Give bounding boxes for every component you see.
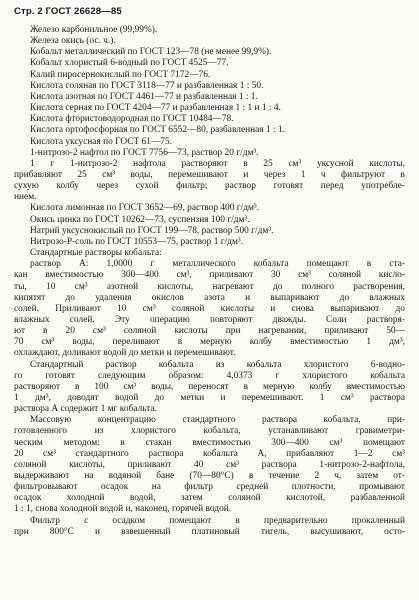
text-line: Массовую концентрацию стандартного раствора кобальта, при- bbox=[30, 415, 405, 426]
page-header: Стр. 2 ГОСТ 26628—85 bbox=[14, 6, 122, 17]
text-line: 70 см³ воды, переливают в мерную колбу вместимостью 1 дм³, bbox=[14, 337, 405, 348]
document-body bbox=[14, 25, 405, 538]
text-line: 1 дм³, доводят водой до метки и перемешивают. 1 см³ раствора bbox=[14, 392, 405, 403]
text-line: Кобальт металлический по ГОСТ 123—78 (не менее 99,9%). bbox=[30, 47, 272, 58]
text-line: 1-нитрозо-2 нафтол по ГОСТ 7756—73, раствор 20 г/дм³. bbox=[30, 147, 259, 158]
text-line: Стандартные растворы кобальта: bbox=[30, 248, 162, 259]
text-line: фильтровывают осадок на фильтр средней плотности, промывают bbox=[14, 482, 405, 493]
text-line: Кислота соляная по ГОСТ 3118—77 и разбавленная 1 : 50. bbox=[30, 80, 264, 91]
text-line: Натрий уксуснокислый по ГОСТ 199—78, раствор 500 г/дм³. bbox=[30, 225, 274, 236]
text-line: Стандартный раствор кобальта из кобальта хлористого 6-водно- bbox=[30, 359, 405, 370]
text-line: Кислота ортофосфорная по ГОСТ 6552—80, разбавленная 1 : 1. bbox=[30, 125, 285, 136]
text-line: Фильтр с осадком помещают в предварительно прокаленный bbox=[30, 515, 405, 526]
text-line: ческим методом: в стакан вместимостью 300—400 см³ помещают bbox=[14, 437, 405, 448]
text-line: Нитрозо-Р-соль по ГОСТ 10553—75, раствор 1 г/дм³. bbox=[30, 236, 244, 247]
text-line: Кислота фтористоводородная по ГОСТ 10484—78. bbox=[30, 114, 234, 125]
text-line: 1 : 1, снова холодной водой и, наконец, горячей водой. bbox=[14, 504, 232, 515]
text-line: солей. Приливают 10 см³ соляной кислоты и снова выпаривают до bbox=[14, 303, 405, 314]
text-line: 20 см³ стандартного раствора кобальта А, прибавляют 1—2 см³ bbox=[14, 448, 405, 459]
text-line: выдерживают на водяной бане (70—80°С) в течение 2 ч, затем от- bbox=[14, 470, 405, 481]
text-line: го готовят следующим образом: 4,0373 г хлористого кобальта bbox=[14, 370, 405, 381]
text-line: Железа окись (ос. ч.). bbox=[30, 36, 116, 47]
text-line: ты, 10 см³ азотной кислоты, нагревают до полного растворения, bbox=[14, 281, 405, 292]
text-line: Кобальт хлористый 6-водный по ГОСТ 4525—77. bbox=[30, 58, 229, 69]
text-line: Калий пиросернокислый по ГОСТ 7172—76. bbox=[30, 69, 211, 80]
text-line: 1 г 1-нитрозо-2 нафтола растворяют в 25 см³ уксусной кислоты, bbox=[30, 158, 405, 169]
text-line: Окись цинка по ГОСТ 10262—73, суспензия 100 г/дм³. bbox=[30, 214, 250, 225]
text-line: раствора А содержит 1 мг кобальта. bbox=[14, 404, 157, 415]
text-line: Кислота азотная по ГОСТ 4461—77 и разбавленная 1 : 1. bbox=[30, 91, 258, 102]
text-line: нием. bbox=[14, 192, 37, 203]
text-line: при 800°С и взвешенный платиновый тигель, высушивают, осто- bbox=[14, 526, 405, 537]
text-line: прибавляют 25 см³ воды, перемешивают и через 1 ч фильтруют в bbox=[14, 170, 405, 181]
text-line: кан вместимостью 300—400 см³, приливают 30 см³ соляной кисло- bbox=[14, 270, 405, 281]
text-line: сухую колбу через сухой фильтр; раствор готовят перед употребле- bbox=[14, 181, 405, 192]
text-line: соляной кислоты, приливают 40 см³ раствора 1-нитрозо-2-нафтола, bbox=[14, 459, 405, 470]
text-line: готовленного из хлористого кобальта, устанавливают гравиметри- bbox=[14, 426, 405, 437]
text-line: ют в 20 см³ соляной кислоты при нагревании, приливают 50— bbox=[14, 326, 405, 337]
text-line: охлаждают, доливают водой до метки и перемешивают. bbox=[14, 348, 236, 359]
text-line: Кислота лимонная по ГОСТ 3652—69, раствор 400 г/дм³. bbox=[30, 203, 260, 214]
text-line: растворяют в 100 см³ воды, переносят в мерную колбу вместимостью bbox=[14, 381, 405, 392]
text-line: Кислота серная по ГОСТ 4204—77 и разбавленная 1 : 1 и 1 : 4. bbox=[30, 103, 281, 114]
text-line: осадок холодной водой, затем соляной кислотой, разбавленной bbox=[14, 493, 405, 504]
text-line: Кислота уксусная по ГОСТ 61—75. bbox=[30, 136, 173, 147]
text-line: Железо карбонильное (99,99%). bbox=[30, 25, 158, 35]
text-line: раствор А: 1,0000 г металлического кобальта помещают в ста- bbox=[30, 259, 405, 270]
text-line: влажных солей. Эту операцию повторяют дважды. Соли растворя- bbox=[14, 314, 405, 325]
text-line: кипятят до удаления окислов азота и выпаривают до влажных bbox=[14, 292, 405, 303]
